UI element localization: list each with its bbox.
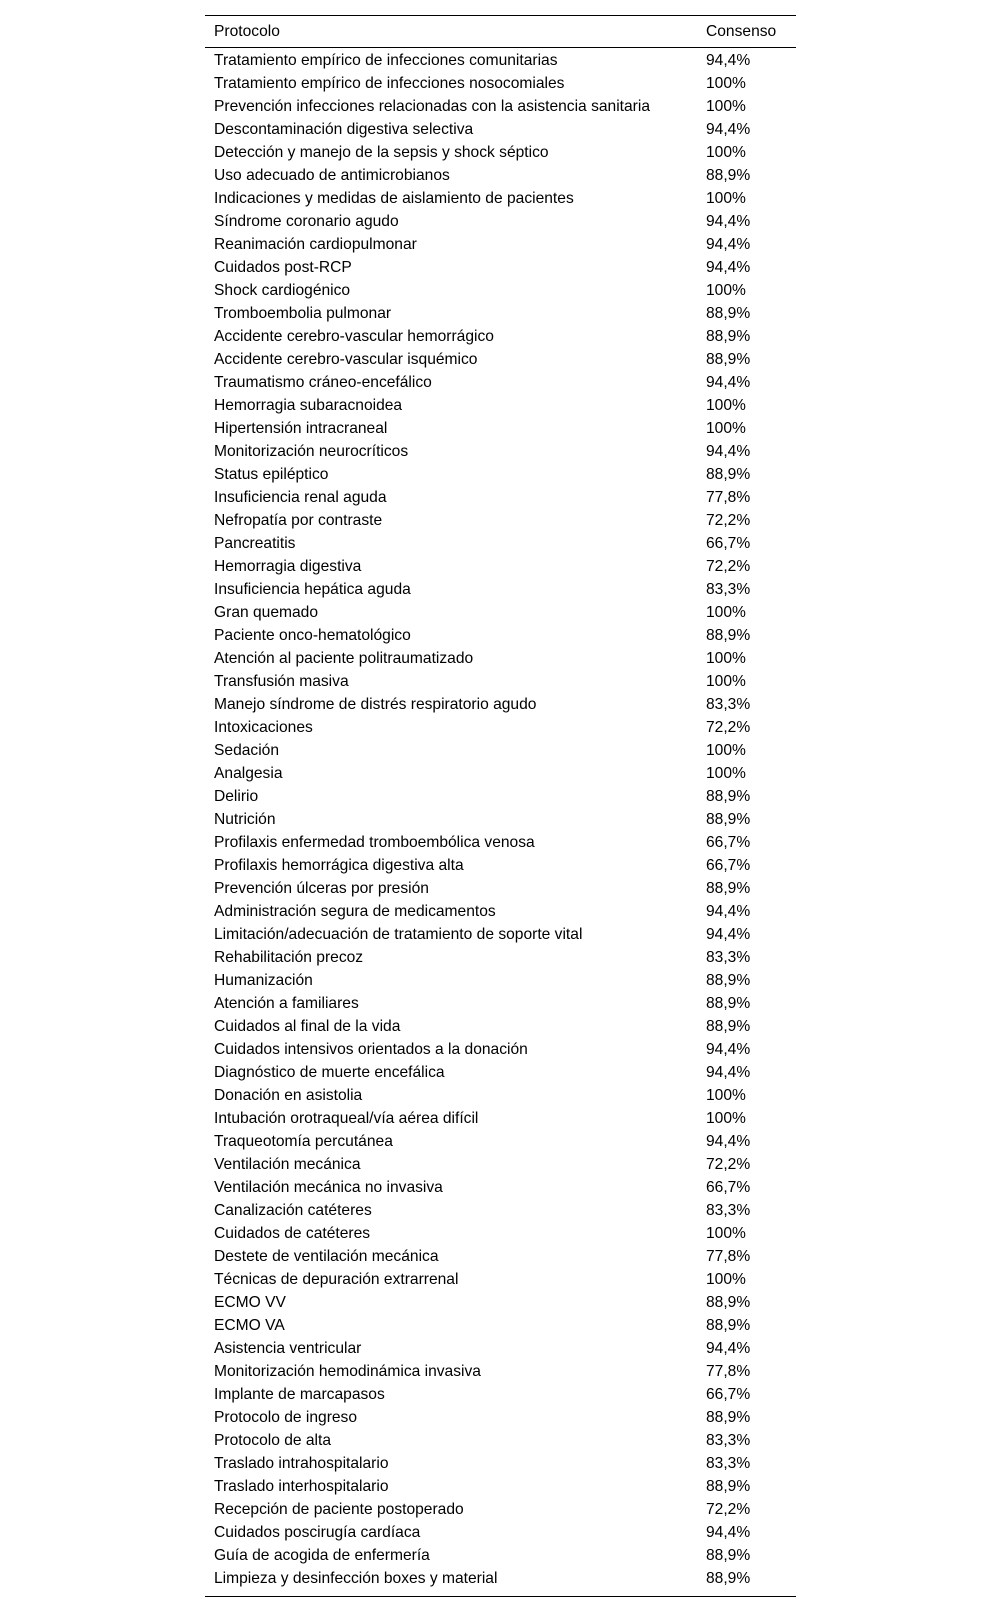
consensus-value-cell: 94,4% [706, 374, 751, 391]
protocol-name-cell: Traslado intrahospitalario [214, 1455, 389, 1472]
table-row [205, 1544, 796, 1567]
protocol-name-cell: Uso adecuado de antimicrobianos [214, 167, 450, 184]
consensus-value-cell: 88,9% [706, 305, 751, 322]
table-bottom-rule [205, 1596, 796, 1597]
protocol-name-cell: Ventilación mecánica [214, 1156, 361, 1173]
consensus-value-cell: 88,9% [706, 1294, 751, 1311]
protocol-name-cell: Intubación orotraqueal/vía aérea difícil [214, 1110, 479, 1127]
consensus-value-cell: 94,4% [706, 213, 751, 230]
table-row [205, 210, 796, 233]
table-row [205, 716, 796, 739]
table-row [205, 923, 796, 946]
protocol-name-cell: Atención a familiares [214, 995, 359, 1012]
consensus-value-cell: 100% [706, 1225, 746, 1242]
protocol-name-cell: Hemorragia digestiva [214, 558, 362, 575]
table-row [205, 1061, 796, 1084]
consensus-value-cell: 72,2% [706, 1501, 751, 1518]
consensus-value-cell: 94,4% [706, 1524, 751, 1541]
consensus-value-cell: 94,4% [706, 1133, 751, 1150]
protocol-name-cell: Accidente cerebro-vascular isquémico [214, 351, 478, 368]
consensus-value-cell: 100% [706, 144, 746, 161]
table-row [205, 1222, 796, 1245]
protocol-name-cell: Técnicas de depuración extrarrenal [214, 1271, 459, 1288]
table-row [205, 1153, 796, 1176]
consensus-value-cell: 88,9% [706, 880, 751, 897]
consensus-value-cell: 83,3% [706, 581, 751, 598]
table-row [205, 1130, 796, 1153]
table-row [205, 417, 796, 440]
table-row [205, 302, 796, 325]
table-row [205, 1429, 796, 1452]
consensus-value-cell: 88,9% [706, 788, 751, 805]
protocol-name-cell: Profilaxis enfermedad tromboembólica venosa [214, 834, 535, 851]
table-row [205, 831, 796, 854]
protocol-name-cell: Síndrome coronario agudo [214, 213, 399, 230]
protocol-name-cell: Cuidados post-RCP [214, 259, 352, 276]
table-row [205, 187, 796, 210]
table-row [205, 440, 796, 463]
consensus-value-cell: 100% [706, 742, 746, 759]
protocol-name-cell: Prevención úlceras por presión [214, 880, 429, 897]
protocol-name-cell: Insuficiencia renal aguda [214, 489, 387, 506]
consensus-value-cell: 77,8% [706, 1248, 751, 1265]
consensus-value-cell: 88,9% [706, 1409, 751, 1426]
consensus-value-cell: 88,9% [706, 1317, 751, 1334]
consensus-value-cell: 100% [706, 98, 746, 115]
protocol-name-cell: Recepción de paciente postoperado [214, 1501, 464, 1518]
table-row [205, 394, 796, 417]
protocol-name-cell: Accidente cerebro-vascular hemorrágico [214, 328, 494, 345]
table-row [205, 1314, 796, 1337]
table-row [205, 808, 796, 831]
table-row [205, 1268, 796, 1291]
consensus-value-cell: 100% [706, 1110, 746, 1127]
protocol-name-cell: Atención al paciente politraumatizado [214, 650, 474, 667]
table-row [205, 348, 796, 371]
protocol-name-cell: Hemorragia subaracnoidea [214, 397, 403, 414]
protocol-name-cell: Nefropatía por contraste [214, 512, 383, 529]
table-header [205, 16, 796, 47]
consensus-value-cell: 72,2% [706, 719, 751, 736]
protocol-name-cell: Paciente onco-hematológico [214, 627, 411, 644]
consensus-value-cell: 77,8% [706, 489, 751, 506]
table-row [205, 1452, 796, 1475]
table-row [205, 900, 796, 923]
table-row [205, 371, 796, 394]
table-row [205, 1291, 796, 1314]
table-row [205, 1567, 796, 1590]
protocol-name-cell: ECMO VA [214, 1317, 285, 1334]
column-header-consenso: Consenso [706, 22, 777, 40]
protocol-name-cell: Ventilación mecánica no invasiva [214, 1179, 443, 1196]
consensus-value-cell: 100% [706, 282, 746, 299]
table-row [205, 1084, 796, 1107]
table-row [205, 1199, 796, 1222]
table-row [205, 49, 796, 72]
consensus-value-cell: 88,9% [706, 167, 751, 184]
table-row [205, 233, 796, 256]
header-row [205, 16, 796, 47]
consensus-value-cell: 83,3% [706, 1455, 751, 1472]
consensus-value-cell: 88,9% [706, 1478, 751, 1495]
table-row [205, 762, 796, 785]
protocol-name-cell: Protocolo de ingreso [214, 1409, 358, 1426]
table-row [205, 1521, 796, 1544]
protocol-name-cell: ECMO VV [214, 1294, 286, 1311]
protocol-name-cell: Traqueotomía percutánea [214, 1133, 393, 1150]
consensus-value-cell: 88,9% [706, 1570, 751, 1587]
consensus-value-cell: 88,9% [706, 466, 751, 483]
protocol-name-cell: Cuidados al final de la vida [214, 1018, 401, 1035]
table-row [205, 95, 796, 118]
table-row [205, 1015, 796, 1038]
consensus-value-cell: 88,9% [706, 328, 751, 345]
consensus-value-cell: 77,8% [706, 1363, 751, 1380]
table-row [205, 670, 796, 693]
consensus-table [205, 15, 796, 1597]
protocol-name-cell: Tratamiento empírico de infecciones nosocomiales [214, 75, 565, 92]
protocol-name-cell: Profilaxis hemorrágica digestiva alta [214, 857, 464, 874]
table-row [205, 325, 796, 348]
protocol-name-cell: Monitorización neurocríticos [214, 443, 409, 460]
table-row [205, 463, 796, 486]
consensus-value-cell: 94,4% [706, 236, 751, 253]
protocol-name-cell: Tratamiento empírico de infecciones comunitarias [214, 52, 558, 69]
table-row [205, 1383, 796, 1406]
protocol-name-cell: Traslado interhospitalario [214, 1478, 389, 1495]
consensus-value-cell: 66,7% [706, 857, 751, 874]
protocol-name-cell: Analgesia [214, 765, 283, 782]
consensus-value-cell: 100% [706, 397, 746, 414]
protocol-name-cell: Indicaciones y medidas de aislamiento de pacientes [214, 190, 574, 207]
consensus-value-cell: 83,3% [706, 696, 751, 713]
table-row [205, 739, 796, 762]
table-row [205, 509, 796, 532]
consensus-value-cell: 100% [706, 190, 746, 207]
table-row [205, 164, 796, 187]
consensus-value-cell: 88,9% [706, 1547, 751, 1564]
protocol-name-cell: Pancreatitis [214, 535, 296, 552]
protocol-name-cell: Cuidados intensivos orientados a la donación [214, 1041, 528, 1058]
consensus-value-cell: 94,4% [706, 259, 751, 276]
protocol-name-cell: Rehabilitación precoz [214, 949, 364, 966]
protocol-name-cell: Manejo síndrome de distrés respiratorio agudo [214, 696, 537, 713]
consensus-value-cell: 88,9% [706, 995, 751, 1012]
table-row [205, 969, 796, 992]
protocol-name-cell: Diagnóstico de muerte encefálica [214, 1064, 445, 1081]
consensus-value-cell: 94,4% [706, 1064, 751, 1081]
protocol-name-cell: Guía de acogida de enfermería [214, 1547, 430, 1564]
consensus-value-cell: 72,2% [706, 512, 751, 529]
table-body [205, 49, 796, 1590]
consensus-value-cell: 100% [706, 420, 746, 437]
table-row [205, 877, 796, 900]
protocol-name-cell: Insuficiencia hepática aguda [214, 581, 411, 598]
consensus-value-cell: 100% [706, 650, 746, 667]
protocol-name-cell: Intoxicaciones [214, 719, 313, 736]
table-row [205, 601, 796, 624]
table-row [205, 854, 796, 877]
protocol-name-cell: Hipertensión intracraneal [214, 420, 388, 437]
protocol-name-cell: Humanización [214, 972, 313, 989]
consensus-value-cell: 100% [706, 673, 746, 690]
protocol-name-cell: Donación en asistolia [214, 1087, 363, 1104]
protocol-name-cell: Protocolo de alta [214, 1432, 332, 1449]
table-row [205, 647, 796, 670]
consensus-value-cell: 100% [706, 1271, 746, 1288]
protocol-name-cell: Nutrición [214, 811, 276, 828]
table-row [205, 72, 796, 95]
protocol-name-cell: Transfusión masiva [214, 673, 349, 690]
protocol-name-cell: Shock cardiogénico [214, 282, 351, 299]
table-row [205, 279, 796, 302]
consensus-value-cell: 88,9% [706, 627, 751, 644]
table-row [205, 946, 796, 969]
consensus-value-cell: 94,4% [706, 903, 751, 920]
consensus-value-cell: 100% [706, 75, 746, 92]
consensus-value-cell: 100% [706, 765, 746, 782]
table-row [205, 693, 796, 716]
consensus-value-cell: 72,2% [706, 558, 751, 575]
table-row [205, 1176, 796, 1199]
protocol-name-cell: Gran quemado [214, 604, 319, 621]
column-header-protocolo: Protocolo [214, 22, 280, 40]
table-header-rule [205, 47, 796, 48]
table-row [205, 624, 796, 647]
consensus-value-cell: 66,7% [706, 834, 751, 851]
consensus-value-cell: 100% [706, 1087, 746, 1104]
protocol-name-cell: Delirio [214, 788, 259, 805]
table-row [205, 1107, 796, 1130]
table-row [205, 1475, 796, 1498]
table-row [205, 1360, 796, 1383]
protocol-name-cell: Monitorización hemodinámica invasiva [214, 1363, 481, 1380]
table-row [205, 1337, 796, 1360]
protocol-name-cell: Status epiléptico [214, 466, 329, 483]
consensus-value-cell: 94,4% [706, 52, 751, 69]
protocol-name-cell: Cuidados poscirugía cardíaca [214, 1524, 421, 1541]
protocol-name-cell: Destete de ventilación mecánica [214, 1248, 439, 1265]
protocol-name-cell: Asistencia ventricular [214, 1340, 362, 1357]
consensus-value-cell: 94,4% [706, 1041, 751, 1058]
table-row [205, 118, 796, 141]
consensus-value-cell: 88,9% [706, 1018, 751, 1035]
consensus-value-cell: 83,3% [706, 1202, 751, 1219]
table-row [205, 578, 796, 601]
consensus-value-cell: 83,3% [706, 949, 751, 966]
consensus-value-cell: 94,4% [706, 443, 751, 460]
table-row [205, 1245, 796, 1268]
consensus-value-cell: 66,7% [706, 535, 751, 552]
consensus-value-cell: 66,7% [706, 1179, 751, 1196]
consensus-value-cell: 94,4% [706, 926, 751, 943]
consensus-value-cell: 72,2% [706, 1156, 751, 1173]
protocol-name-cell: Descontaminación digestiva selectiva [214, 121, 474, 138]
protocol-name-cell: Administración segura de medicamentos [214, 903, 496, 920]
table-row [205, 992, 796, 1015]
table-row [205, 1038, 796, 1061]
consensus-value-cell: 94,4% [706, 121, 751, 138]
table-row [205, 532, 796, 555]
protocol-name-cell: Reanimación cardiopulmonar [214, 236, 417, 253]
protocol-name-cell: Tromboembolia pulmonar [214, 305, 392, 322]
table-row [205, 1498, 796, 1521]
protocol-name-cell: Canalización catéteres [214, 1202, 372, 1219]
protocol-name-cell: Limitación/adecuación de tratamiento de soporte vital [214, 926, 583, 943]
consensus-value-cell: 100% [706, 604, 746, 621]
protocol-name-cell: Sedación [214, 742, 280, 759]
consensus-value-cell: 88,9% [706, 811, 751, 828]
consensus-value-cell: 88,9% [706, 972, 751, 989]
consensus-value-cell: 83,3% [706, 1432, 751, 1449]
protocol-name-cell: Limpieza y desinfección boxes y material [214, 1570, 498, 1587]
table-row [205, 141, 796, 164]
consensus-value-cell: 94,4% [706, 1340, 751, 1357]
table-row [205, 785, 796, 808]
table-row [205, 1406, 796, 1429]
protocol-name-cell: Implante de marcapasos [214, 1386, 385, 1403]
consensus-value-cell: 66,7% [706, 1386, 751, 1403]
table-row [205, 486, 796, 509]
table-row [205, 256, 796, 279]
consensus-value-cell: 88,9% [706, 351, 751, 368]
table-row [205, 555, 796, 578]
protocol-name-cell: Cuidados de catéteres [214, 1225, 371, 1242]
protocol-name-cell: Detección y manejo de la sepsis y shock séptico [214, 144, 549, 161]
protocol-name-cell: Traumatismo cráneo-encefálico [214, 374, 432, 391]
protocol-name-cell: Prevención infecciones relacionadas con la asistencia sanitaria [214, 98, 651, 115]
